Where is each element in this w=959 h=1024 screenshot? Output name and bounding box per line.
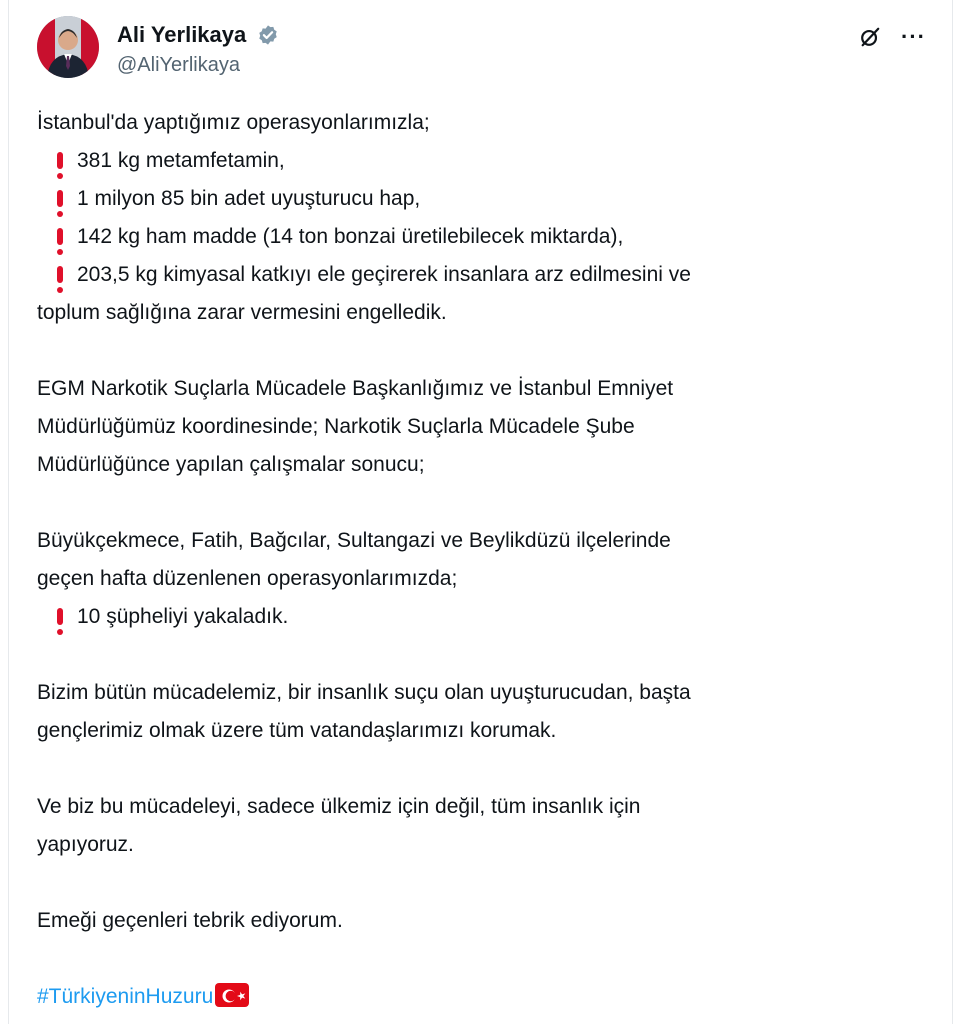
verified-badge-icon (257, 24, 279, 46)
grok-icon[interactable] (859, 26, 881, 48)
post-line: Bizim bütün mücadelemiz, bir insanlık suçu olan uyuşturucudan, başta (37, 681, 691, 704)
post-line: yapıyoruz. (37, 833, 134, 856)
list-item: 1 milyon 85 bin adet uyuşturucu hap, (37, 180, 927, 218)
post-line: gençlerimiz olmak üzere tüm vatandaşlarımızı korumak. (37, 719, 557, 742)
post-line: Müdürlüğümüz koordinesinde; Narkotik Suçlarla Mücadele Şube (37, 415, 635, 438)
post-line: İstanbul'da yaptığımız operasyonlarımızla; (37, 111, 430, 134)
list-item: 142 kg ham madde (14 ton bonzai üretilebilecek miktarda), (37, 218, 927, 256)
avatar[interactable] (37, 16, 99, 78)
exclamation-mark-icon (47, 180, 73, 218)
exclamation-mark-icon (47, 142, 73, 180)
post-header (37, 16, 932, 86)
more-options-icon[interactable]: ··· (901, 24, 926, 49)
post-line: EGM Narkotik Suçlarla Mücadele Başkanlığımız ve İstanbul Emniyet (37, 377, 674, 400)
hashtag-link[interactable]: #TürkiyeninHuzuru (37, 985, 214, 1008)
avatar-image (37, 16, 99, 78)
list-item: 381 kg metamfetamin, (37, 142, 927, 180)
author-name-row (117, 22, 279, 48)
post-text (37, 104, 927, 1016)
post-card (8, 0, 953, 1024)
list-item: 10 şüpheliyi yakaladık. (37, 598, 927, 636)
post-line: geçen hafta düzenlenen operasyonlarımızda; (37, 567, 458, 590)
exclamation-mark-icon (47, 218, 73, 256)
post-line: Müdürlüğünce yapılan çalışmalar sonucu; (37, 453, 425, 476)
list-item: 203,5 kg kimyasal katkıyı ele geçirerek insanlara arz edilmesini ve (37, 256, 927, 294)
hashtag-line (37, 978, 927, 1016)
exclamation-mark-icon (47, 598, 73, 636)
post-actions (859, 24, 926, 50)
post-line: Ve biz bu mücadeleyi, sadece ülkemiz için değil, tüm insanlık için (37, 795, 641, 818)
author-handle[interactable]: @AliYerlikaya (117, 54, 240, 76)
author-name[interactable]: Ali Yerlikaya (117, 22, 247, 47)
turkey-flag-icon (215, 983, 249, 1007)
exclamation-mark-icon (47, 256, 73, 294)
post-line: Emeği geçenleri tebrik ediyorum. (37, 909, 343, 932)
post-line: Büyükçekmece, Fatih, Bağcılar, Sultangazi ve Beylikdüzü ilçelerinde (37, 529, 671, 552)
post-line: toplum sağlığına zarar vermesini engelledik. (37, 301, 447, 324)
